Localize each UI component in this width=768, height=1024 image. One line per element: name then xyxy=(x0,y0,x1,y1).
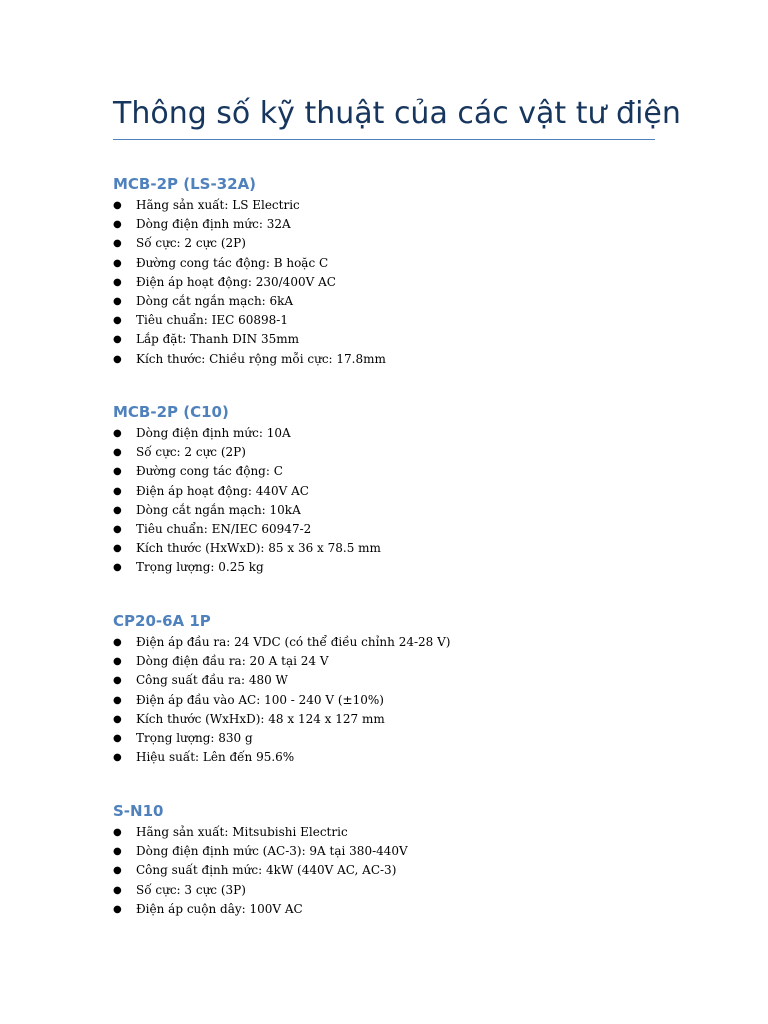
list-item-text: Kích thước (WxHxD): 48 x 124 x 127 mm xyxy=(136,711,385,726)
list-item xyxy=(113,311,673,330)
list-item xyxy=(113,482,673,501)
bullet-icon: ● xyxy=(113,447,122,459)
section-s-n10 xyxy=(113,801,673,919)
list-item xyxy=(113,729,673,748)
list-item-text: Đường cong tác động: C xyxy=(136,464,283,479)
list-item-text: Hiệu suất: Lên đến 95.6% xyxy=(136,750,295,765)
bullet-icon: ● xyxy=(113,238,122,250)
bullet-icon: ● xyxy=(113,562,122,574)
bullet-icon: ● xyxy=(113,675,122,687)
list-item-text: Hãng sản xuất: Mitsubishi Electric xyxy=(136,825,348,839)
bullet-icon: ● xyxy=(113,656,122,668)
list-item xyxy=(113,748,673,767)
title-underline xyxy=(113,139,655,140)
list-item xyxy=(113,215,673,234)
list-item xyxy=(113,292,673,311)
bullet-icon: ● xyxy=(113,523,122,535)
list-item xyxy=(113,350,673,369)
bullet-icon: ● xyxy=(113,334,122,346)
section-heading: CP20-6A 1P xyxy=(113,612,211,630)
list-item-text: Công suất định mức: 4kW (440V AC, AC-3) xyxy=(136,863,397,878)
list-item-text: Kích thước: Chiều rộng mỗi cực: 17.8mm xyxy=(136,351,386,366)
bullet-icon: ● xyxy=(113,315,122,327)
bullet-icon: ● xyxy=(113,466,122,478)
list-item-text: Trọng lượng: 830 g xyxy=(136,730,253,745)
list-item-text: Hãng sản xuất: LS Electric xyxy=(136,198,300,212)
bullet-icon: ● xyxy=(113,884,122,896)
section-heading: S-N10 xyxy=(113,802,164,820)
list-item xyxy=(113,691,673,710)
list-item-text: Dòng cắt ngắn mạch: 10kA xyxy=(136,502,301,517)
list-item xyxy=(113,462,673,481)
list-item-text: Điện áp hoạt động: 440V AC xyxy=(136,483,309,498)
list-item xyxy=(113,539,673,558)
list-item xyxy=(113,501,673,520)
bullet-icon: ● xyxy=(113,732,122,744)
bullet-icon: ● xyxy=(113,295,122,307)
list-item-text: Số cực: 2 cực (2P) xyxy=(136,236,246,251)
bullet-icon: ● xyxy=(113,713,122,725)
bullet-icon: ● xyxy=(113,903,122,915)
spec-list xyxy=(113,196,673,369)
bullet-icon: ● xyxy=(113,219,122,231)
list-item-text: Tiêu chuẩn: EN/IEC 60947-2 xyxy=(136,521,312,536)
list-item xyxy=(113,633,673,652)
bullet-icon: ● xyxy=(113,543,122,555)
section-cp20-6a-1p xyxy=(113,611,673,767)
list-item-text: Dòng điện định mức: 32A xyxy=(136,217,291,232)
list-item xyxy=(113,234,673,253)
list-item xyxy=(113,652,673,671)
list-item xyxy=(113,823,673,842)
spec-list xyxy=(113,424,673,578)
section-heading: MCB-2P (LS-32A) xyxy=(113,175,257,193)
list-item xyxy=(113,254,673,273)
spec-list xyxy=(113,633,673,767)
bullet-icon: ● xyxy=(113,865,122,877)
list-item-text: Công suất đầu ra: 480 W xyxy=(136,673,288,688)
bullet-icon: ● xyxy=(113,276,122,288)
list-item-text: Điện áp đầu ra: 24 VDC (có thể điều chỉnh 24-28 V) xyxy=(136,635,451,649)
list-item-text: Dòng cắt ngắn mạch: 6kA xyxy=(136,293,294,308)
list-item xyxy=(113,861,673,880)
list-item-text: Dòng điện định mức (AC-3): 9A tại 380-440V xyxy=(136,844,408,859)
list-item-text: Dòng điện định mức: 10A xyxy=(136,426,291,440)
list-item-text: Điện áp hoạt động: 230/400V AC xyxy=(136,274,336,289)
list-item-text: Số cực: 2 cực (2P) xyxy=(136,445,246,460)
list-item-text: Điện áp cuộn dây: 100V AC xyxy=(136,901,303,916)
list-item-text: Lắp đặt: Thanh DIN 35mm xyxy=(136,332,299,347)
bullet-icon: ● xyxy=(113,694,122,706)
list-item-text: Số cực: 3 cực (3P) xyxy=(136,882,246,897)
bullet-icon: ● xyxy=(113,257,122,269)
list-item xyxy=(113,443,673,462)
list-item xyxy=(113,558,673,577)
bullet-icon: ● xyxy=(113,428,122,439)
list-item xyxy=(113,330,673,349)
list-item xyxy=(113,842,673,861)
list-item-text: Trọng lượng: 0.25 kg xyxy=(136,560,264,575)
bullet-icon: ● xyxy=(113,637,122,648)
list-item-text: Điện áp đầu vào AC: 100 - 240 V (±10%) xyxy=(136,692,384,707)
section-mcb-2p-c10 xyxy=(113,402,673,578)
list-item-text: Đường cong tác động: B hoặc C xyxy=(136,255,329,270)
section-mcb-2p-ls-32a xyxy=(113,174,673,369)
list-item xyxy=(113,424,673,443)
list-item xyxy=(113,196,673,215)
list-item xyxy=(113,710,673,729)
list-item-text: Tiêu chuẩn: IEC 60898-1 xyxy=(136,313,288,328)
document-title: Thông số kỹ thuật của các vật tư điện xyxy=(113,96,681,131)
list-item-text: Dòng điện đầu ra: 20 A tại 24 V xyxy=(136,654,329,669)
bullet-icon: ● xyxy=(113,827,122,838)
list-item xyxy=(113,520,673,539)
bullet-icon: ● xyxy=(113,200,122,211)
list-item xyxy=(113,273,673,292)
section-heading: MCB-2P (C10) xyxy=(113,403,229,421)
list-item xyxy=(113,671,673,690)
spec-list xyxy=(113,823,673,919)
bullet-icon: ● xyxy=(113,485,122,497)
list-item xyxy=(113,881,673,900)
bullet-icon: ● xyxy=(113,846,122,858)
list-item xyxy=(113,900,673,919)
bullet-icon: ● xyxy=(113,752,122,764)
bullet-icon: ● xyxy=(113,504,122,516)
bullet-icon: ● xyxy=(113,353,122,365)
list-item-text: Kích thước (HxWxD): 85 x 36 x 78.5 mm xyxy=(136,541,381,556)
